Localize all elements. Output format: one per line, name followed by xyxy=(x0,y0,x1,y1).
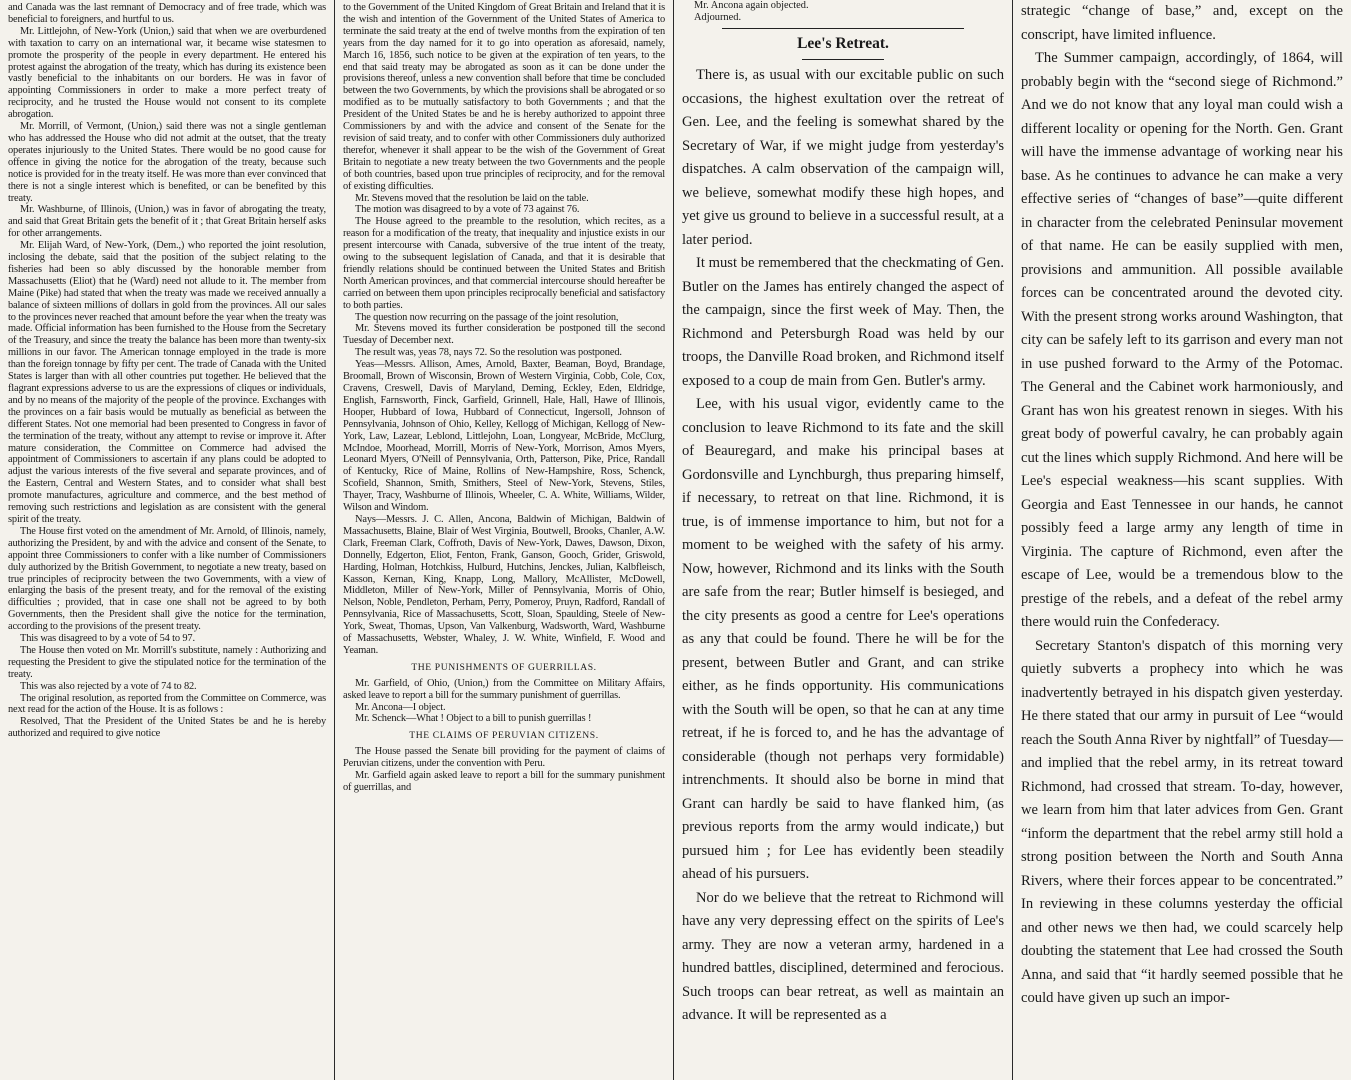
paragraph: Mr. Elijah Ward, of New-York, (Dem.,) who reported the joint resolution, inclosing the debate, said that the position of the subject relating to the fisheries had been so ably discussed by the honorable member from Massachusetts (Eliot) that he (Ward) need not allude to it. The member from Maine (Pike) had stated that when the treaty was made we received annually a balance of sixteen millions of dollars in gold from the provinces. All our sales to the provinces never reached that amount before the year when the treaty was made. Official information has been furnished to the House from the Secretary of the Treasury, and since the treaty the balance has been more than twenty-six millions in our favor. The American tonnage employed in the trade is more than the foreign tonnage by fifty per cent. The trade of Canada with the United States is larger than with all other countries put together. He believed that the flagrant expressions adverse to us are the expressions of cliques or individuals, and by no means of the majority of the people of the province. Exchanges with the provinces on a fair basis would be mutually as beneficial as between the different States. Not one memorial had been presented to Congress in favor of the termination of the treaty, without any attempt to revise or improve it. After mature consideration, the Committee on Commerce had advised the appointment of Commissioners to ascertain if any plans could be adopted to adjust the various interests of the five several and separate provinces, and of the Eastern, Central and Western States, and to consider what shall best promote manufactures, agriculture and commerce, and the best method of removing such restrictions and legislation as are consistent with the general spirit of the treaty. xyxy=(8,240,326,525)
column-3 xyxy=(674,0,1013,1080)
paragraph: Secretary Stanton's dispatch of this morning very quietly subverts a prophecy into which he was inadvertently betrayed in his dispatch given yesterday. He there stated that our army in pursuit of Lee “would reach the South Anna River by nightfall” of Tuesday—and implied that the rebel army, in its retreat toward Richmond, had crossed that stream. To-day, however, we learn from him that later advices from Gen. Grant “inform the department that the rebel army still hold a strong position between the North and South Anna Rivers, where their forces appear to be concentrated.” In reviewing in these columns yesterday the official and other news we then had, we could scarcely help doubting the statement that Lee had crossed the South Anna, and said that “it hardly seemed possible that he could have given up such an impor- xyxy=(1021,637,1343,1006)
paragraph: The Summer campaign, accordingly, of 1864, will probably begin with the “second siege of Richmond.” And we do not know that any loyal man could wish a different locality or opening for the North. Gen. Grant will have the immense advantage of working near his base. As he continues to advance he can make a very effective series of “changes of base”—quite different in character from the celebrated Peninsular movement of that name. He can be easily supplied with men, provisions and ammunition. All possible available forces can be concentrated around the devoted city. With the present strong works around Washington, that city can be safely left to its garrison and every man not in use pushed forward to the Army of the Potomac. The General and the Cabinet work harmoniously, and Grant has won his greatest renown in sieges. With his great body of powerful cavalry, he can probably again cut the lines which supply Richmond. And here will be Lee's especial weakness—his scant supplies. With Georgia and East Tennessee in our hands, he cannot possibly feed a large army any length of time in Virginia. The capture of Richmond, even after the escape of Lee, would be a tremendous blow to the prestige of the rebels, and a defeat of the rebel army there would ruin the Confederacy. xyxy=(1021,50,1343,630)
paragraph: The House passed the Senate bill providing for the payment of claims of Peruvian citizens, under the convention with Peru. xyxy=(343,746,665,770)
vote-yeas: Yeas—Messrs. Allison, Ames, Arnold, Baxter, Beaman, Boyd, Brandage, Broomall, Brown of Wisconsin, Brown of Western Virginia, Cobb, Cole, Cox, Cravens, Creswell, Davis of Maryland, Deming, Eckley, Eden, Eldridge, English, Farnsworth, Finck, Garfield, Grinnell, Hale, Hall, Hawe of Illinois, Hooper, Hubbard of Iowa, Hubbard of Connecticut, Ingersoll, Johnson of Pennsylvania, Johnson of Ohio, Kelley, Kellogg of Michigan, Kellogg of New-York, Law, Lazear, Leblond, Littlejohn, Loan, Longyear, McBride, McClurg, McIndoe, Moorhead, Morrill, Morris of New-York, Morrison, Amos Myers, Leonard Myers, O'Neill of Pennsylvania, Orth, Patterson, Pike, Price, Randall of Kentucky, Rice of Maine, Rollins of New-Hampshire, Ross, Schenck, Scofield, Shannon, Smith, Smithers, Steel of New-York, Stevens, Stiles, Thayer, Tracy, Washburne of Illinois, Wheeler, C. A. White, Williams, Wilder, Wilson and Windom. xyxy=(343,359,665,514)
paragraph: The House first voted on the amendment of Mr. Arnold, of Illinois, namely, authorizing the President, by and with the advice and consent of the Senate, to appoint three Commissioners to confer with a like number of Commissioners duly authorized by the British Government, to negotiate a new treaty, based on true principles of reciprocity between the two Governments, with a view of enlarging the basis of the present treaty, and for the removal of the existing difficulties ; provided, that in case one shall not be agreed to by both Governments, then the President shall give the notice for the termination, according to the provisions of the present treaty. xyxy=(8,525,326,633)
paragraph: Resolved, That the President of the United States be and he is hereby authorized and required to give notice xyxy=(8,716,326,740)
column-2 xyxy=(335,0,674,1080)
paragraph: The result was, yeas 78, nays 72. So the resolution was postponed. xyxy=(355,347,622,359)
paragraph: Mr. Morrill, of Vermont, (Union,) said there was not a single gentleman who has addressed the House who did not admit at the outset, that the treaty operates injuriously to the United States. There would be no good cause for offence in giving the notice for the abrogation of the treaty, because such notice is provided for in the treaty itself. He was more than ever convinced that there is not a single interest which is benefited, or can be benefited by this treaty. xyxy=(8,121,326,204)
column-1 xyxy=(0,0,335,1080)
closing-line: Mr. Ancona again objected. xyxy=(694,0,809,11)
paragraph: Mr. Garfield, of Ohio, (Union,) from the Committee on Military Affairs, asked leave to report a bill for the summary punishment of guerrillas. xyxy=(343,677,665,701)
paragraph: strategic “change of base,” and, except on the conscript, have limited influence. xyxy=(1021,3,1343,43)
section-heading-peruvian: THE CLAIMS OF PERUVIAN CITIZENS. xyxy=(409,730,599,742)
closing-line: Adjourned. xyxy=(694,12,742,23)
column-4 xyxy=(1013,0,1351,1080)
paragraph: Mr. Stevens moved its further consideration be postponed till the second Tuesday of December next. xyxy=(343,323,665,347)
vote-nays: Nays—Messrs. J. C. Allen, Ancona, Baldwin of Michigan, Baldwin of Massachusetts, Blaine, Blair of West Virginia, Boutwell, Brooks, Chanler, A.W. Clark, Freeman Clark, Coffroth, Davis of New-York, Dawes, Dawson, Dixon, Donnelly, Edgerton, Eliot, Fenton, Frank, Ganson, Gooch, Grider, Griswold, Harding, Holman, Hotchkiss, Hulburd, Hutchins, Jenckes, Julian, Kalbfleisch, Kasson, Kernan, King, Knapp, Long, Mallory, McAllister, McDowell, Middleton, Miller of New-York, Miller of Pennsylvania, Morris of Ohio, Nelson, Noble, Pendleton, Perham, Perry, Pomeroy, Pruyn, Radford, Randall of Pennsylvania, Rice of Massachusetts, Scott, Sloan, Spaulding, Steele of New-York, Sweat, Thomas, Upson, Van Valkenburg, Wadsworth, Ward, Washburne of Massachusetts, Webster, Whaley, J. W. White, Winfield, F. Wood and Yeaman. xyxy=(343,513,665,656)
paragraph: This was also rejected by a vote of 74 to 82. xyxy=(20,680,197,692)
paragraph: There is, as usual with our excitable public on such occasions, the highest exultation over the retreat of Gen. Lee, and the feeling is somewhat shared by the Secretary of War, if we might judge from yesterday's dispatches. A calm observation of the campaign will, we believe, somewhat modify these high hopes, and yet give us ground to believe in a successful result, at a later period. xyxy=(682,67,1004,248)
paragraph: The question now recurring on the passage of the joint resolution, xyxy=(355,311,619,323)
section-heading-guerrillas: THE PUNISHMENTS OF GUERRILLAS. xyxy=(411,661,597,673)
paragraph: The original resolution, as reported from the Committee on Commerce, was next read for the action of the House. It is as follows : xyxy=(8,692,326,716)
paragraph: Mr. Stevens moved that the resolution be laid on the table. xyxy=(355,192,589,204)
paragraph: The House agreed to the preamble to the resolution, which recites, as a reason for a modification of the treaty, that inequality and injustice exists in our present intercourse with Canada, subversive of the true intent of the treaty, owing to the subsequent legislation of Canada, and that it is desirable that friendly relations should be continued between the United States and British North American provinces, and that commercial intercourse should hereafter be carried on between them upon principles reciprocally beneficial and satisfactory to both parties. xyxy=(343,216,665,311)
paragraph: It must be remembered that the checkmating of Gen. Butler on the James has entirely changed the aspect of the campaign, since the first week of May. Then, the Richmond and Petersburgh Road was held by our troops, the Danville Road broken, and Richmond itself exposed to a coup de main from Gen. Butler's army. xyxy=(682,255,1004,389)
article-title: Lee's Retreat. xyxy=(797,35,889,52)
paragraph: Mr. Ancona—I object. xyxy=(355,701,446,713)
divider xyxy=(722,28,964,29)
paragraph: Lee, with his usual vigor, evidently came to the conclusion to leave Richmond to its fate and the skill of Beauregard, and make his principal bases at Gordonsville and Lynchburgh, thus preparing himself, if necessary, to retreat on that line. Richmond, it is true, is of immense importance to him, but not for a moment to be weighed with the safety of his army. Now, however, Richmond and its links with the South are safe from the rear; Butler himself is besieged, and the city presents as good a centre for Lee's operations as any that could be found. There he will be for the present, between Butler and Grant, and can strike either, as he finds opportunity. His communications with the South will be open, so that he can at any time retreat, if he is forced to, and he has the advantage of considerable (though not perhaps very formidable) intrenchments. It should also be borne in mind that Grant can hardly be said to have flanked him, (as previous reports from the army would indicate,) but pursued him ; for Lee has evidently been steadily ahead of his pursuers. xyxy=(682,396,1004,882)
paragraph: This was disagreed to by a vote of 54 to 97. xyxy=(20,633,195,645)
paragraph: Mr. Littlejohn, of New-York (Union,) said that when we are overburdened with taxation to carry on an international war, it became wise statesmen to promote the prosperity of the people in every department. He entered his protest against the abrogation of the treaty, which has during its existence been vastly beneficial to the inhabitants on our borders. He was in favor of appointing Commissioners in order to make a more perfect treaty of reciprocity, and he trusted the House would not consent to its complete abrogation. xyxy=(8,25,326,121)
paragraph: Mr. Washburne, of Illinois, (Union,) was in favor of abrogating the treaty, and said that Great Britain gets the benefit of it ; that Great Britain herself asks for other arrangements. xyxy=(8,204,326,240)
paragraph: The motion was disagreed to by a vote of 73 against 76. xyxy=(355,204,580,216)
paragraph: to the Government of the United Kingdom of Great Britain and Ireland that it is the wish and intention of the Government of the United States of America to terminate the said treaty at the end of twelve months from the expiration of ten years from the day named for it to go into operation as aforesaid, namely, March 16, 1856, such notice to be given at the expiration of ten years, to the end that said treaty may be abrogated as soon as it can be done under the provisions thereof, unless a new convention shall before that time be concluded between the two Governments, by which the provisions shall be abrogated or so modified as to be mutually satisfactory to both Governments ; and that the President of the United States be and he is hereby authorized to appoint three Commissioners by and with the advice and consent of the Senate for the revision of said treaty, and to confer with other Commissioners duly authorized therefor, whenever it shall appear to be the wish of the Government of Great Britain to negotiate a new treaty between the two Governments and the people of both countries, based upon true principles of reciprocity, and for the removal of existing difficulties. xyxy=(343,2,665,192)
paragraph: Mr. Garfield again asked leave to report a bill for the summary punishment of guerrillas, and xyxy=(343,770,665,793)
paragraph: and Canada was the last remnant of Democracy and of free trade, which was beneficial to foreigners, and hurtful to us. xyxy=(8,2,326,25)
paragraph: Nor do we believe that the retreat to Richmond will have any very depressing effect on the spirits of Lee's army. They are now a veteran army, hardened in a hundred battles, disciplined, determined and ferocious. Such troops can bear retreat, as well as maintain an advance. It will be represented as a xyxy=(682,889,1004,1023)
paragraph: Mr. Schenck—What ! Object to a bill to punish guerrillas ! xyxy=(355,713,592,725)
paragraph: The House then voted on Mr. Morrill's substitute, namely : Authorizing and requesting the President to give the stipulated notice for the termination of the treaty. xyxy=(8,644,326,680)
divider xyxy=(802,59,884,60)
